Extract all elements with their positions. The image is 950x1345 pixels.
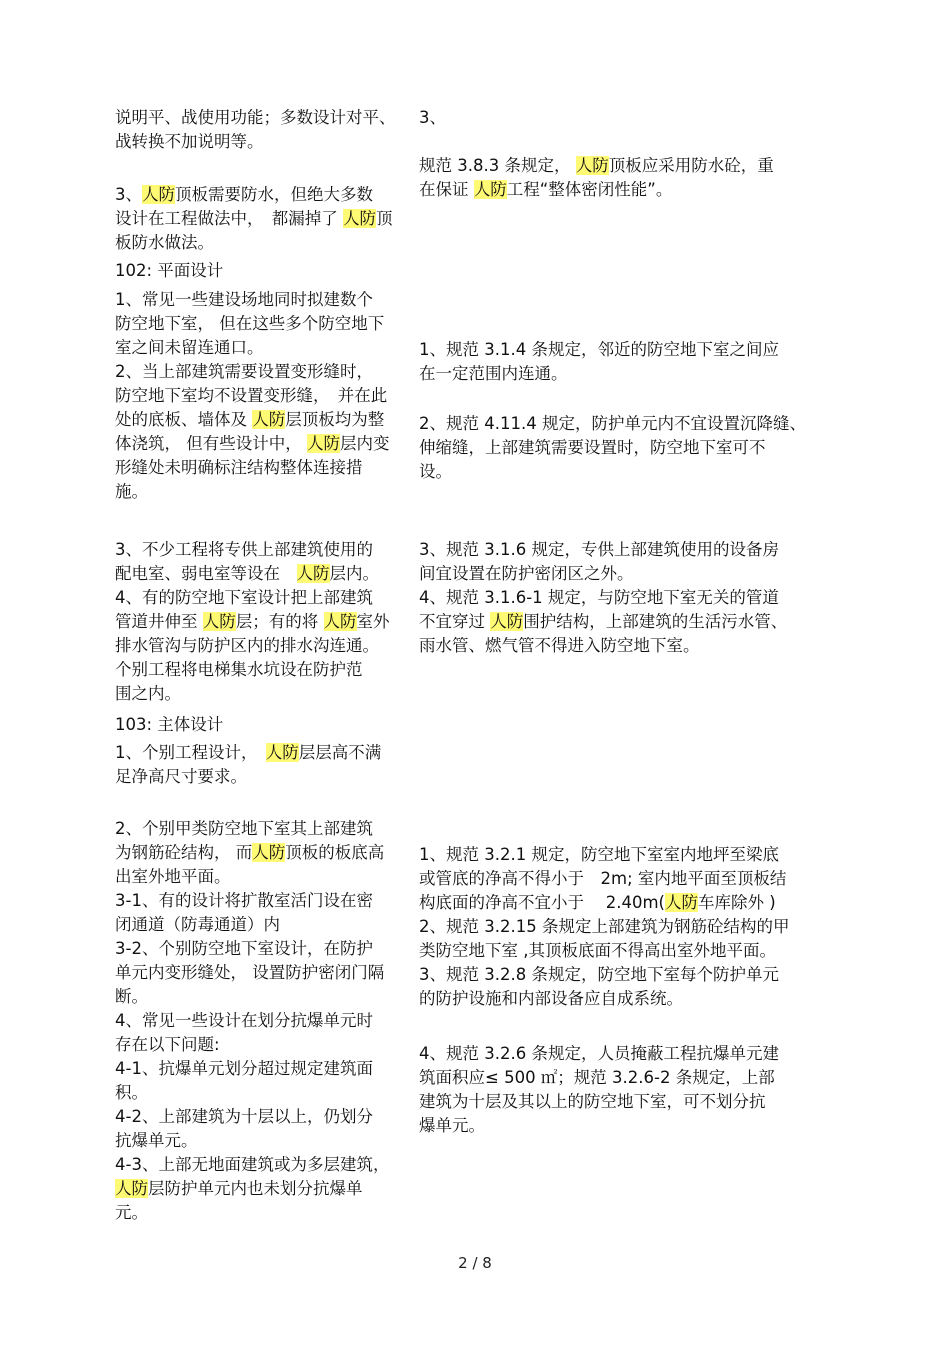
text-run: 4-2、上部建筑为十层以上，仍划分	[115, 1107, 373, 1126]
text-run: 4-1、抗爆单元划分超过规定建筑面	[115, 1059, 373, 1078]
text-line	[115, 817, 389, 841]
text-run: 形缝处未明确标注结构整体连接措	[115, 458, 363, 477]
text-run: 断。	[115, 987, 148, 1006]
text-line	[419, 634, 787, 658]
text-line	[115, 1009, 389, 1033]
text-line	[115, 432, 390, 456]
highlighted-term: 人防	[575, 156, 609, 175]
text-line	[115, 538, 390, 562]
text-line	[115, 1201, 389, 1225]
text-run: 战转换不加说明等。	[115, 132, 264, 151]
text-line	[115, 384, 390, 408]
text-line	[115, 658, 390, 682]
text-run: 规范 3.8.3 条规定，	[419, 156, 576, 175]
right-block-5	[419, 843, 789, 1011]
text-line	[115, 480, 390, 504]
text-run: 管道井伸至	[115, 612, 203, 631]
text-run: 排水管沟与防护区内的排水沟连通。	[115, 636, 379, 655]
left-block-3-heading	[115, 259, 223, 283]
left-block-1	[115, 106, 396, 154]
text-line	[419, 338, 779, 362]
text-run: 层顶板均为整	[285, 410, 385, 429]
text-line	[419, 436, 806, 460]
text-run: 3-2、个别防空地下室设计，在防护	[115, 939, 373, 958]
text-run: 2、规范 3.2.15 条规定上部建筑为钢筋砼结构的甲	[419, 917, 790, 936]
text-line	[419, 1066, 779, 1090]
text-run: 3、	[115, 185, 142, 204]
text-run: 室之间未留连通口。	[115, 338, 264, 357]
highlighted-term: 人防	[265, 743, 299, 762]
page-number: 2 / 8	[458, 1254, 492, 1272]
text-line	[115, 610, 390, 634]
text-line	[419, 1114, 779, 1138]
text-run: 配电室、弱电室等设在	[115, 564, 297, 583]
text-line	[115, 765, 381, 789]
text-line	[115, 1081, 389, 1105]
text-run: 间宜设置在防护密闭区之外。	[419, 564, 634, 583]
text-line	[115, 1033, 389, 1057]
highlighted-term: 人防	[343, 209, 376, 228]
text-line	[419, 843, 789, 867]
highlighted-term: 人防	[202, 612, 236, 631]
text-run: 处的底板、墙体及	[115, 410, 253, 429]
left-block-4	[115, 288, 390, 504]
text-line	[419, 130, 774, 154]
text-line	[115, 586, 390, 610]
text-run: 2、规范 4.11.4 规定，防护单元内不宜设置沉降缝、	[419, 414, 806, 433]
text-run: 在一定范围内连通。	[419, 364, 568, 383]
text-line	[419, 867, 789, 891]
text-run: 4-3、上部无地面建筑或为多层建筑，	[115, 1155, 390, 1174]
text-run: 类防空地下室 ,其顶板底面不得高出室外地平面。	[419, 941, 776, 960]
text-line	[419, 562, 787, 586]
right-block-4	[419, 538, 787, 658]
right-block-2	[419, 338, 779, 386]
left-block-6-heading	[115, 713, 223, 737]
text-line	[419, 1090, 779, 1114]
text-line	[115, 1057, 389, 1081]
text-line	[115, 889, 389, 913]
text-run: 积。	[115, 1083, 148, 1102]
text-line	[419, 154, 774, 178]
text-run: 层层高不满	[298, 743, 382, 762]
text-line	[419, 939, 789, 963]
highlighted-term: 人防	[490, 612, 524, 631]
text-run: 顶板需要防水，但绝大多数	[175, 185, 373, 204]
text-run: 防空地下室均不设置变形缝， 并在此	[115, 386, 388, 405]
text-run: 顶板的板底高	[285, 843, 385, 862]
text-line	[115, 183, 393, 207]
text-line	[115, 259, 223, 283]
text-run: 3-1、有的设计将扩散室活门设在密	[115, 891, 373, 910]
text-run: 层内。	[329, 564, 379, 583]
text-run: 施。	[115, 482, 148, 501]
text-run: 出室外地平面。	[115, 867, 231, 886]
text-run: 存在以下问题:	[115, 1035, 220, 1054]
text-line	[115, 456, 390, 480]
text-line	[419, 586, 787, 610]
text-line	[419, 178, 774, 202]
text-run: 设。	[419, 462, 452, 481]
highlighted-term: 人防	[252, 843, 286, 862]
right-block-1	[419, 106, 774, 202]
text-line	[115, 937, 389, 961]
text-run: 板防水做法。	[115, 233, 214, 252]
text-run: 4、规范 3.2.6 条规定，人员掩蔽工程抗爆单元建	[419, 1044, 779, 1063]
text-line	[115, 312, 390, 336]
highlighted-term: 人防	[323, 612, 357, 631]
text-line	[115, 336, 390, 360]
text-run: 闭通道（防毒通道）内	[115, 915, 280, 934]
text-run: 1、常见一些建设场地同时拟建数个	[115, 290, 373, 309]
text-run: 或管底的净高不得小于 2m; 室内地平面至顶板结	[419, 869, 787, 888]
text-run: 单元内变形缝处， 设置防护密闭门隔	[115, 963, 385, 982]
highlighted-term: 人防	[252, 410, 286, 429]
text-line	[115, 288, 390, 312]
right-block-6	[419, 1042, 779, 1138]
text-line	[115, 130, 396, 154]
highlighted-term: 人防	[115, 1179, 148, 1198]
text-run: 3、规范 3.1.6 规定，专供上部建筑使用的设备房	[419, 540, 779, 559]
text-run: 层；有的将	[235, 612, 324, 631]
text-line	[115, 207, 393, 231]
text-line	[115, 1129, 389, 1153]
text-line	[115, 985, 389, 1009]
text-line	[419, 963, 789, 987]
text-line	[115, 841, 389, 865]
text-line	[115, 865, 389, 889]
text-run: 足净高尺寸要求。	[115, 767, 247, 786]
text-line	[419, 915, 789, 939]
left-block-7	[115, 741, 381, 789]
text-run: 建筑为十层及其以上的防空地下室，可不划分抗	[419, 1092, 766, 1111]
text-run: 元。	[115, 1203, 148, 1222]
highlighted-term: 人防	[142, 185, 175, 204]
text-run: 3、	[419, 108, 446, 127]
text-run: 4、常见一些设计在划分抗爆单元时	[115, 1011, 373, 1030]
text-run: 4、有的防空地下室设计把上部建筑	[115, 588, 373, 607]
text-run: 层防护单元内也未划分抗爆单	[148, 1179, 363, 1198]
text-run: 雨水管、燃气管不得进入防空地下室。	[419, 636, 700, 655]
text-run: 围之内。	[115, 684, 181, 703]
text-run: 1、个别工程设计，	[115, 743, 266, 762]
highlighted-term: 人防	[296, 564, 330, 583]
text-run: 顶	[376, 209, 393, 228]
text-line	[419, 362, 779, 386]
text-line	[419, 610, 787, 634]
text-run: 筑面积应≤ 500 ㎡；规范 3.2.6-2 条规定，上部	[419, 1068, 775, 1087]
text-line	[115, 634, 390, 658]
text-line	[419, 460, 806, 484]
text-run: 不宜穿过	[419, 612, 491, 631]
text-line	[115, 360, 390, 384]
text-run: 设计在工程做法中， 都漏掉了	[115, 209, 343, 228]
left-block-5	[115, 538, 390, 706]
text-line	[115, 961, 389, 985]
text-run: 2、个别甲类防空地下室其上部建筑	[115, 819, 373, 838]
text-line	[115, 1177, 389, 1201]
text-run: 1、规范 3.1.4 条规定，邻近的防空地下室之间应	[419, 340, 779, 359]
text-run: 体浇筑， 但有些设计中，	[115, 434, 307, 453]
left-block-8	[115, 817, 389, 1225]
text-line	[115, 1153, 389, 1177]
text-run: 抗爆单元。	[115, 1131, 198, 1150]
text-run: 2、当上部建筑需要设置变形缝时，	[115, 362, 373, 381]
text-run: 层内变	[340, 434, 390, 453]
text-run: 围护结构，上部建筑的生活污水管、	[523, 612, 788, 631]
text-line	[115, 408, 390, 432]
text-line	[115, 913, 389, 937]
left-block-2	[115, 183, 393, 255]
highlighted-term: 人防	[473, 180, 507, 199]
text-run: 说明平、战使用功能；多数设计对平、	[115, 108, 396, 127]
text-run: 1、规范 3.2.1 规定，防空地下室室内地坪至梁底	[419, 845, 779, 864]
text-run: 防空地下室， 但在这些多个防空地下	[115, 314, 385, 333]
text-run: 3、规范 3.2.8 条规定，防空地下室每个防护单元	[419, 965, 779, 984]
right-block-3	[419, 412, 806, 484]
text-line	[115, 1105, 389, 1129]
text-run: 车库除外 )	[698, 893, 776, 912]
text-line	[115, 682, 390, 706]
text-run: 伸缩缝，上部建筑需要设置时，防空地下室可不	[419, 438, 766, 457]
text-run: 为钢筋砼结构， 而	[115, 843, 253, 862]
text-line	[419, 987, 789, 1011]
text-line	[419, 891, 789, 915]
text-run: 构底面的净高不宜小于 2.40m(	[419, 893, 665, 912]
text-line	[419, 106, 774, 130]
text-run: 4、规范 3.1.6-1 规定，与防空地下室无关的管道	[419, 588, 779, 607]
highlighted-term: 人防	[307, 434, 340, 453]
text-run: 个别工程将电梯集水坑设在防护范	[115, 660, 363, 679]
text-run: 的防护设施和内部设备应自成系统。	[419, 989, 683, 1008]
text-line	[419, 538, 787, 562]
text-line	[115, 231, 393, 255]
text-run: 在保证	[419, 180, 474, 199]
text-line	[115, 106, 396, 130]
text-line	[115, 741, 381, 765]
highlighted-term: 人防	[665, 893, 698, 912]
text-line	[419, 412, 806, 436]
text-run: 顶板应采用防水砼，重	[608, 156, 774, 175]
text-run: 103: 主体设计	[115, 715, 224, 734]
text-run: 102: 平面设计	[115, 261, 224, 280]
text-run: 室外	[356, 612, 390, 631]
text-line	[419, 1042, 779, 1066]
text-line	[115, 562, 390, 586]
text-run: 爆单元。	[419, 1116, 485, 1135]
text-run: 工程“整体密闭性能”。	[506, 180, 673, 199]
text-run: 3、不少工程将专供上部建筑使用的	[115, 540, 373, 559]
text-line	[115, 713, 223, 737]
